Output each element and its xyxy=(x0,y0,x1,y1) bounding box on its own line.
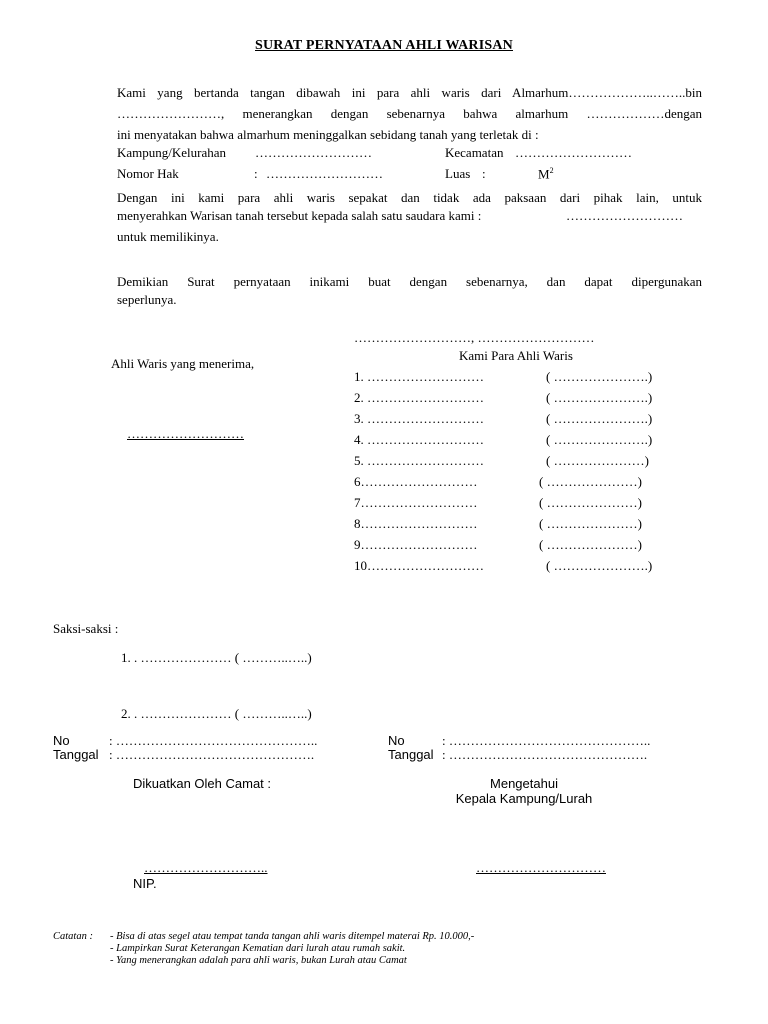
notes-label: Catatan : xyxy=(53,931,93,942)
heir-signature-field[interactable]: ( ………………….) xyxy=(546,432,653,447)
heir-signature-field[interactable]: ( …………………) xyxy=(539,474,642,489)
right-tanggal-label: Tanggal xyxy=(388,747,434,762)
luas-label: Luas xyxy=(445,166,471,181)
luas-unit xyxy=(538,166,554,182)
heir-name-field[interactable]: 8……………………… xyxy=(354,516,478,531)
kecamatan-field[interactable]: ……………………… xyxy=(515,145,632,160)
intro-line-2: ……………………, menerangkan dengan sebenarnya bahwa almarhum ………………dengan xyxy=(117,106,702,121)
nomor-hak-field[interactable]: ……………………… xyxy=(266,166,383,181)
heir-name-field[interactable]: 5. ……………………… xyxy=(354,453,484,468)
right-tanggal-field[interactable]: : ………………………………………. xyxy=(442,747,648,762)
kecamatan-label: Kecamatan xyxy=(445,145,504,160)
heir-name-field[interactable]: 2. ……………………… xyxy=(354,390,484,405)
left-no-field[interactable]: : ……………………………………….. xyxy=(109,733,318,748)
note-item: - Bisa di atas segel atau tempat tanda tangan ahli waris ditempel materai Rp. 10.000,- xyxy=(110,931,475,942)
witness-field[interactable]: 2. . ………………… ( ………..…..) xyxy=(121,706,312,721)
heir-signature-field[interactable]: ( …………………) xyxy=(539,516,642,531)
camat-nip-label: NIP. xyxy=(133,876,157,891)
witnesses-label: Saksi-saksi : xyxy=(53,621,119,636)
heir-signature-field[interactable]: ( ………………….) xyxy=(546,558,653,573)
heir-name-field[interactable]: 3. ……………………… xyxy=(354,411,484,426)
closing-line-2: seperlunya. xyxy=(117,292,177,307)
heir-signature-field[interactable]: ( ………………….) xyxy=(546,369,653,384)
left-no-label: No xyxy=(53,733,70,748)
recipient-field[interactable]: ……………………… xyxy=(566,208,683,223)
agreement-line-3: untuk memilikinya. xyxy=(117,229,219,244)
heir-signature-field[interactable]: ( …………………) xyxy=(546,453,649,468)
agreement-line-1: Dengan ini kami para ahli waris sepakat dan tidak ada paksaan dari pihak lain, untuk xyxy=(117,190,702,205)
lurah-heading: Mengetahui xyxy=(490,776,558,791)
heir-signature-field[interactable]: ( …………………) xyxy=(539,537,642,552)
document-title: SURAT PERNYATAAN AHLI WARISAN xyxy=(255,38,513,53)
luas-unit-letter: M xyxy=(538,166,550,182)
kampung-field[interactable]: ……………………… xyxy=(255,145,372,160)
note-item: - Lampirkan Surat Keterangan Kematian dari lurah atau rumah sakit. xyxy=(110,943,406,954)
luas-colon: : xyxy=(482,166,486,181)
lurah-signature-line[interactable]: ………………………… xyxy=(476,860,606,875)
heir-signature-field[interactable]: ( ………………….) xyxy=(546,390,653,405)
receiver-signature-line[interactable]: ……………………… xyxy=(127,426,244,441)
left-tanggal-field[interactable]: : ………………………………………. xyxy=(109,747,315,762)
heir-name-field[interactable]: 10……………………… xyxy=(354,558,484,573)
heir-signature-field[interactable]: ( …………………) xyxy=(539,495,642,510)
note-item: - Yang menerangkan adalah para ahli waris, bukan Lurah atau Camat xyxy=(110,955,407,966)
right-no-field[interactable]: : ……………………………………….. xyxy=(442,733,651,748)
nomor-hak-label: Nomor Hak xyxy=(117,166,179,181)
lurah-title: Kepala Kampung/Lurah xyxy=(455,791,593,806)
closing-line-1: Demikian Surat pernyataan inikami buat dengan sebenarnya, dan dapat dipergunakan xyxy=(117,274,702,289)
left-tanggal-label: Tanggal xyxy=(53,747,99,762)
witness-field[interactable]: 1. . ………………… ( ………..…..) xyxy=(121,650,312,665)
camat-label: Dikuatkan Oleh Camat : xyxy=(133,776,272,791)
luas-unit-superscript: 2 xyxy=(549,166,554,175)
heir-name-field[interactable]: 4. ……………………… xyxy=(354,432,484,447)
receiver-label: Ahli Waris yang menerima, xyxy=(111,356,255,371)
place-date-field[interactable]: ………………………, ……………………… xyxy=(354,330,595,345)
right-no-label: No xyxy=(388,733,405,748)
heir-signature-field[interactable]: ( ………………….) xyxy=(546,411,653,426)
heir-name-field[interactable]: 7……………………… xyxy=(354,495,478,510)
heir-name-field[interactable]: 6……………………… xyxy=(354,474,478,489)
kampung-label: Kampung/Kelurahan xyxy=(117,145,227,160)
camat-signature-line[interactable]: ……………………….. xyxy=(144,860,268,875)
nomor-hak-colon: : xyxy=(254,166,258,181)
heir-name-field[interactable]: 9……………………… xyxy=(354,537,478,552)
heirs-header: Kami Para Ahli Waris xyxy=(459,348,573,363)
agreement-line-2: menyerahkan Warisan tanah tersebut kepada salah satu saudara kami : xyxy=(117,208,482,223)
intro-line-1: Kami yang bertanda tangan dibawah ini para ahli waris dari Almarhum………………..……..bin xyxy=(117,85,702,100)
heir-name-field[interactable]: 1. ……………………… xyxy=(354,369,484,384)
intro-line-3: ini menyatakan bahwa almarhum meninggalkan sebidang tanah yang terletak di : xyxy=(117,127,539,142)
